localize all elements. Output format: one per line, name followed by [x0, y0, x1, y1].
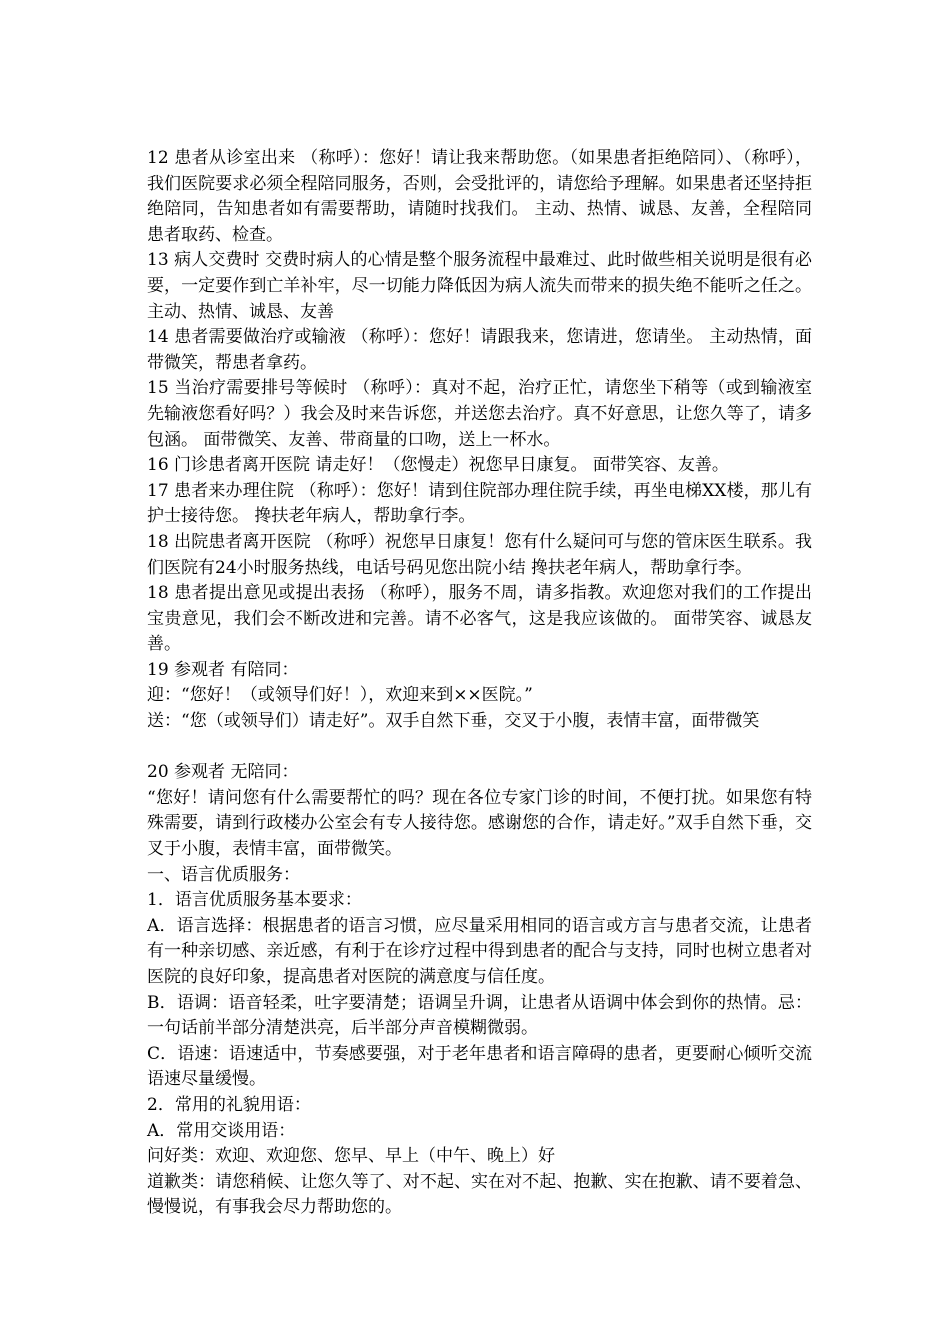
- paragraph-13-payment: 13 病人交费时 交费时病人的心情是整个服务流程中最难过、此时做些相关说明是很有必要，一定要作到亡羊补牢，尽一切能力降低因为病人流失而带来的损失绝不能听之任之。 主动、热情、诚恳、友善: [147, 250, 812, 322]
- paragraph-19-farewell: 送：“您（或领导们）请走好”。双手自然下垂，交叉于小腹，表情丰富，面带微笑: [147, 711, 760, 732]
- paragraph-apologies: 道歉类：请您稍候、让您久等了、对不起、实在对不起、抱歉、实在抱歉、请不要着急、慢慢说，有事我会尽力帮助您的。: [147, 1171, 812, 1218]
- paragraph-12-accompany: 12 患者从诊室出来 （称呼）：您好！请让我来帮助您。（如果患者拒绝陪同）、（称呼），我们医院要求必须全程陪同服务，否则，会受批评的，请您给予理解。如果患者还坚持拒绝陪同，告知患者如有需要帮助，请随时找我们。 主动、热情、诚恳、友善，全程陪同患者取药、检查。: [147, 148, 812, 245]
- paragraph-18-discharge: 18 出院患者离开医院 （称呼）祝您早日康复！您有什么疑问可与您的管床医生联系。我们医院有24小时服务热线，电话号码见您出院小结 搀扶老年病人，帮助拿行李。: [147, 531, 812, 578]
- subsection-heading-basic-requirements: 1．语言优质服务基本要求：: [147, 890, 362, 911]
- paragraph-16-leaving: 16 门诊患者离开医院 请走好！（您慢走）祝您早日康复。 面带笑容、友善。: [147, 455, 729, 476]
- paragraph-speech-speed: C．语速：语速适中，节奏感要强，对于老年患者和语言障碍的患者，更要耐心倾听交流语速尽量缓慢。: [147, 1043, 812, 1090]
- paragraph-19-visitor-heading: 19 参观者 有陪同：: [147, 659, 299, 680]
- document-page: [147, 146, 812, 1221]
- paragraph-20-script: “您好！请问您有什么需要帮忙的吗？现在各位专家门诊的时间，不便打扰。如果您有特殊需要，请到行政楼办公室会有专人接待您。感谢您的合作，请走好。”双手自然下垂，交叉于小腹，表情丰富，面带微笑。: [147, 787, 812, 860]
- section-heading-language-service: 一、语言优质服务：: [147, 864, 300, 885]
- paragraph-greetings: 问好类：欢迎、欢迎您、您早、早上（中午、晚上）好: [147, 1146, 555, 1167]
- paragraph-language-choice: A．语言选择：根据患者的语言习惯，应尽量采用相同的语言或方言与患者交流，让患者有一种亲切感、亲近感，有利于在诊疗过程中得到患者的配合与支持，同时也树立患者对医院的良好印象，提高患者对医院的满意度与信任度。: [147, 915, 812, 987]
- subsection-heading-conversation-phrases: A．常用交谈用语：: [147, 1120, 296, 1141]
- paragraph-17-admission: 17 患者来办理住院 （称呼）：您好！请到住院部办理住院手续，再坐电梯XX楼，那儿有护士接待您。 搀扶老年病人，帮助拿行李。: [147, 480, 812, 527]
- paragraph-19-welcome: 迎：“您好！（或领导们好！），欢迎来到××医院。”: [147, 685, 533, 706]
- paragraph-18-feedback: 18 患者提出意见或提出表扬 （称呼），服务不周，请多指教。欢迎您对我们的工作提出宝贵意见，我们会不断改进和完善。请不必客气，这是我应该做的。 面带笑容、诚恳友善。: [147, 583, 812, 655]
- subsection-heading-polite-phrases: 2．常用的礼貌用语：: [147, 1094, 311, 1115]
- paragraph-20-visitor-heading: 20 参观者 无陪同：: [147, 762, 299, 783]
- paragraph-15-waiting: 15 当治疗需要排号等候时 （称呼）：真对不起，治疗正忙，请您坐下稍等（或到输液室先输液您看好吗？）我会及时来告诉您，并送您去治疗。真不好意思，让您久等了，请多包涵。 面带微笑、友善、带商量的口吻，送上一杯水。: [147, 378, 812, 450]
- paragraph-14-treatment: 14 患者需要做治疗或输液 （称呼）：您好！请跟我来，您请进，您请坐。 主动热情，面带微笑，帮患者拿药。: [147, 327, 812, 373]
- blank-line: [147, 735, 812, 761]
- paragraph-intonation: B．语调：语音轻柔，吐字要清楚；语调呈升调，让患者从语调中体会到你的热情。忌：一句话前半部分清楚洪亮，后半部分声音模糊微弱。: [147, 992, 812, 1039]
